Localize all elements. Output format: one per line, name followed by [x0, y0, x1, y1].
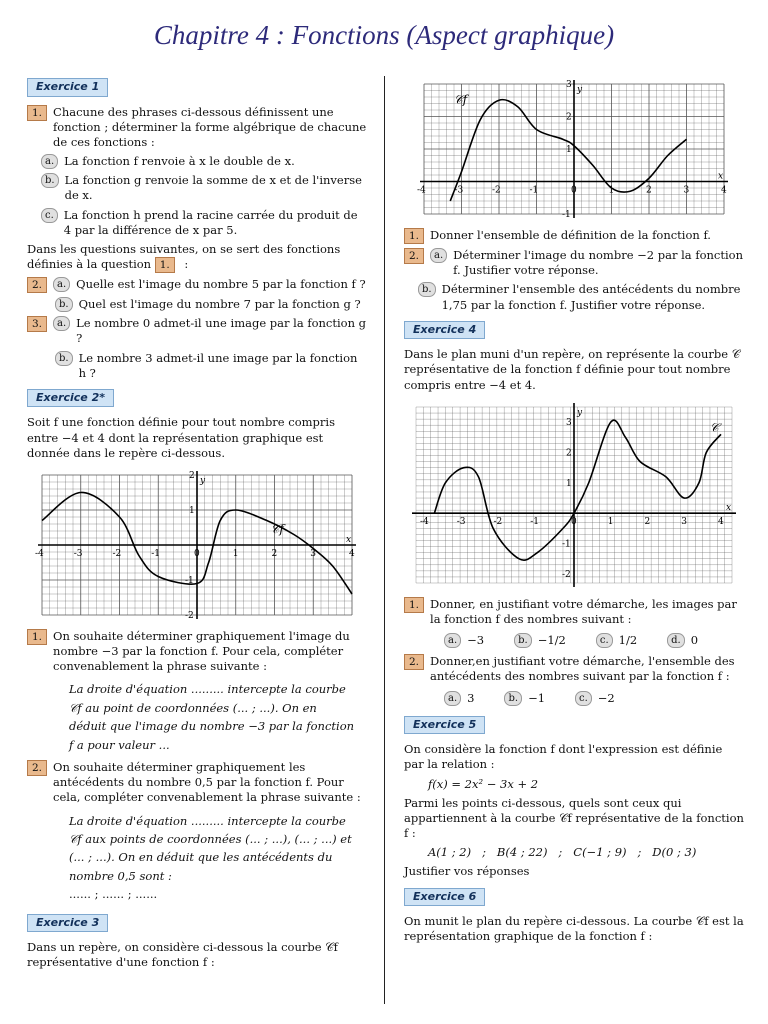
question-number: 2.: [404, 654, 424, 670]
x-tick-label: -1: [151, 548, 161, 559]
item-label: a.: [430, 248, 447, 263]
ex5-intro: On considère la fonction f dont l'expression est définie par la relation :: [404, 742, 723, 772]
left-column: [27, 74, 367, 974]
x-tick-label: -3: [73, 548, 83, 559]
question-number: 3.: [27, 316, 47, 332]
exercise-4-graph: [406, 397, 742, 593]
ex1-question-2a: [27, 277, 367, 293]
y-tick-label: 1: [566, 478, 572, 489]
y-tick-label: 2: [566, 112, 572, 123]
choice: [667, 633, 698, 648]
y-tick-label: 2: [566, 448, 572, 459]
ex2-intro: Soit f une fonction définie pour tout nombre compris entre −4 et 4 dont la représentation graphique est donnée dans le repère ci-dessous.: [27, 415, 335, 460]
question-text: Chacune des phrases ci-dessous définissent une fonction ; déterminer la forme algébrique de chacune de ces fonctions :: [53, 104, 367, 149]
ex4-question-1: [404, 597, 744, 627]
item-text: Le nombre 0 admet-il une image par la fonction g ?: [76, 316, 367, 346]
curve-label: 𝒞f: [454, 92, 468, 107]
intro-end: :: [180, 257, 189, 272]
item-text: Quel est l'image du nombre 7 par la fonction g ?: [78, 297, 361, 312]
item-text: Déterminer l'image du nombre −2 par la fonction f. Justifier votre réponse.: [453, 248, 743, 278]
x-tick-label: -3: [456, 516, 466, 527]
item-text: La fonction h prend la racine carrée du produit de 4 par la différence de x par 5.: [63, 207, 358, 237]
ex1-item-c: [27, 208, 367, 238]
x-tick-label: 0: [571, 185, 577, 196]
x-tick-label: 0: [194, 548, 200, 559]
ex5-points: A(1 ; 2) ; B(4 ; 22) ; C(−1 ; 9) ; D(0 ; 3): [428, 845, 697, 860]
y-tick-label: 3: [566, 417, 572, 428]
exercise-2-graph: [32, 465, 362, 625]
question-number: 2.: [27, 760, 47, 776]
x-tick-label: 1: [607, 516, 614, 527]
x-tick-label: -4: [35, 548, 44, 559]
x-tick-label: 0: [571, 516, 577, 527]
y-tick-label: -1: [562, 210, 571, 220]
ex2-fill-sentence-2: [27, 812, 367, 904]
ex1-intro: [27, 242, 367, 273]
x-axis-name: x: [726, 502, 732, 513]
question-text: Donner l'ensemble de définition de la fonction f.: [430, 228, 711, 242]
item-label: b.: [418, 282, 436, 297]
y-tick-label: 3: [566, 80, 572, 90]
ex2-fill-sentence-1: La droite d'équation ......... intercepte la courbe 𝒞f au point de coordonnées (... ; ...). On en déduit que l'image du nombre −3 par la fonction f a pour valeur ...: [69, 682, 355, 752]
x-tick-label: -1: [529, 185, 539, 196]
x-tick-label: 2: [646, 185, 652, 196]
ex5-justify: Justifier vos réponses: [404, 864, 530, 879]
x-tick-label: 4: [717, 516, 724, 527]
ex3-question-2a: [404, 248, 744, 278]
x-tick-label: 3: [683, 185, 690, 196]
item-text: Déterminer l'ensemble des antécédents du nombre 1,75 par la fonction f. Justifier votre réponse.: [441, 282, 741, 312]
choice-value: 3: [467, 690, 475, 705]
question-text: On souhaite déterminer graphiquement les antécédents du nombre 0,5 par la fonction f. Pour cela, compléter convenablement la phrase suivante :: [53, 760, 361, 805]
y-tick-label: 1: [189, 505, 195, 516]
item-label: c.: [41, 208, 58, 223]
item-text: La fonction g renvoie la somme de x et de l'inverse de x.: [64, 173, 362, 203]
ex3-question-2b: [404, 282, 744, 312]
question-text: On souhaite déterminer graphiquement l'image du nombre −3 par la fonction f. Pour cela, compléter convenablement la phrase suivante :: [53, 628, 350, 674]
ex1-item-b: [27, 173, 367, 203]
x-tick-label: -2: [492, 185, 501, 196]
y-tick-label: -2: [185, 610, 194, 621]
ex5-formula: f(x) = 2x² − 3x + 2: [428, 776, 539, 791]
choice-value: 0: [690, 633, 699, 648]
column-divider: [384, 76, 385, 1004]
item-text: La fonction f renvoie à x le double de x.: [64, 154, 295, 169]
ex3-intro: Dans un repère, on considère ci-dessous la courbe 𝒞f représentative d'une fonction f :: [27, 940, 338, 970]
choice-label: c.: [596, 633, 613, 648]
x-tick-label: 3: [681, 516, 687, 527]
choice-label: d.: [667, 633, 685, 648]
choice-value: −3: [467, 633, 485, 648]
exercise-3-label: Exercice 3: [27, 914, 108, 933]
ex2-question-2: [27, 760, 367, 806]
ex4-choices-2: [404, 691, 744, 706]
x-tick-label: -4: [417, 185, 426, 196]
x-tick-label: -2: [493, 516, 503, 527]
question-text: Donner,en justifiant votre démarche, l'ensemble des antécédents des nombres suivant par la fonction f :: [430, 654, 735, 684]
question-number: 1.: [404, 228, 424, 244]
y-axis-name: y: [200, 475, 206, 486]
question-number: 1.: [27, 629, 47, 645]
item-label: a.: [53, 316, 70, 331]
ex1-question-3a: [27, 316, 367, 346]
ex1-item-a: [27, 154, 367, 169]
x-tick-label: -2: [112, 548, 122, 559]
choice: [575, 691, 615, 706]
intro-text: Dans les questions suivantes, on se sert des fonctions définies à la question: [27, 241, 341, 272]
ex2-question-1: [27, 629, 367, 675]
item-label: a.: [53, 277, 70, 292]
choice-label: b.: [504, 691, 522, 706]
y-tick-label: -1: [562, 539, 571, 550]
ex6-intro: On munit le plan du repère ci-dessous. La courbe 𝒞f est la représentation graphique de la fonction f :: [404, 914, 744, 944]
item-label: b.: [41, 173, 59, 188]
item-label: a.: [41, 154, 58, 169]
x-tick-label: 2: [644, 516, 651, 527]
choice-value: −1: [528, 690, 546, 705]
x-tick-label: -3: [454, 185, 464, 196]
ex1-question-2b: [27, 297, 367, 312]
x-tick-label: 4: [721, 185, 727, 196]
question-ref: 1.: [155, 257, 175, 273]
item-label: b.: [55, 351, 73, 366]
fill-dots: ...... ; ...... ; ......: [69, 887, 158, 902]
y-tick-label: 2: [189, 470, 195, 481]
x-tick-label: 1: [232, 548, 239, 559]
ex5-text: Parmi les points ci-dessous, quels sont ceux qui appartiennent à la courbe 𝒞f représentative de la fonction f :: [404, 795, 744, 841]
choice: [444, 633, 484, 648]
question-number: 2.: [27, 277, 47, 293]
question-number: 2.: [404, 248, 424, 264]
fill-sentence-text: La droite d'équation ......... intercepte la courbe 𝒞f aux points de coordonnées (... ; ...), (... ; ...) et (... ; ...). On en déduit que les antécédents du nombre 0,5 sont :: [69, 813, 352, 883]
right-column: [404, 70, 744, 949]
y-tick-label: 1: [566, 145, 572, 155]
choice-value: 1/2: [618, 633, 638, 648]
exercise-3-graph: [414, 74, 734, 224]
curve-label: 𝒞: [709, 419, 719, 434]
x-tick-label: 2: [271, 548, 278, 559]
ex4-question-2: [404, 654, 744, 684]
choice-label: a.: [444, 691, 461, 706]
question-text: Donner, en justifiant votre démarche, les images par la fonction f des nombres suivant :: [430, 596, 737, 626]
item-label: b.: [55, 297, 73, 312]
choice: [596, 633, 637, 648]
exercise-4-label: Exercice 4: [404, 321, 485, 340]
choice-label: a.: [444, 633, 461, 648]
exercise-5-label: Exercice 5: [404, 716, 485, 735]
y-tick-label: -2: [562, 569, 571, 580]
x-tick-label: -4: [420, 516, 429, 527]
exercise-2-label: Exercice 2*: [27, 389, 114, 408]
ex4-choices-1: [404, 633, 744, 648]
choice-label: b.: [514, 633, 532, 648]
ex4-intro: Dans le plan muni d'un repère, on représente la courbe 𝒞 représentative de la fonction f définie pour tout nombre compris entre −4 et 4.: [404, 347, 741, 392]
ex1-question-1: [27, 105, 367, 151]
x-tick-label: 4: [349, 548, 355, 559]
x-axis-name: x: [346, 534, 352, 545]
ex1-question-3b: [27, 351, 367, 381]
item-text: Le nombre 3 admet-il une image par la fonction h ?: [78, 350, 358, 380]
y-axis-name: y: [577, 85, 583, 95]
exercise-1-label: Exercice 1: [27, 78, 108, 97]
choice-value: −2: [597, 690, 615, 705]
choice: [504, 691, 545, 706]
choice: [444, 691, 474, 706]
choice-value: −1/2: [537, 633, 566, 648]
x-axis-name: x: [718, 171, 724, 182]
item-text: Quelle est l'image du nombre 5 par la fonction f ?: [76, 277, 366, 292]
x-tick-label: 3: [310, 548, 316, 559]
curve-label: 𝒞f: [270, 521, 284, 536]
page-title: Chapitre 4 : Fonctions (Aspect graphique): [153, 20, 615, 50]
question-number: 1.: [404, 597, 424, 613]
y-axis-name: y: [577, 407, 583, 418]
y-tick-label: -1: [185, 575, 194, 586]
choice-label: c.: [575, 691, 592, 706]
x-tick-label: -1: [530, 516, 540, 527]
exercise-6-label: Exercice 6: [404, 888, 485, 907]
x-tick-label: 1: [608, 185, 615, 196]
choice: [514, 633, 566, 648]
question-number: 1.: [27, 105, 47, 121]
ex3-question-1: [404, 228, 744, 244]
